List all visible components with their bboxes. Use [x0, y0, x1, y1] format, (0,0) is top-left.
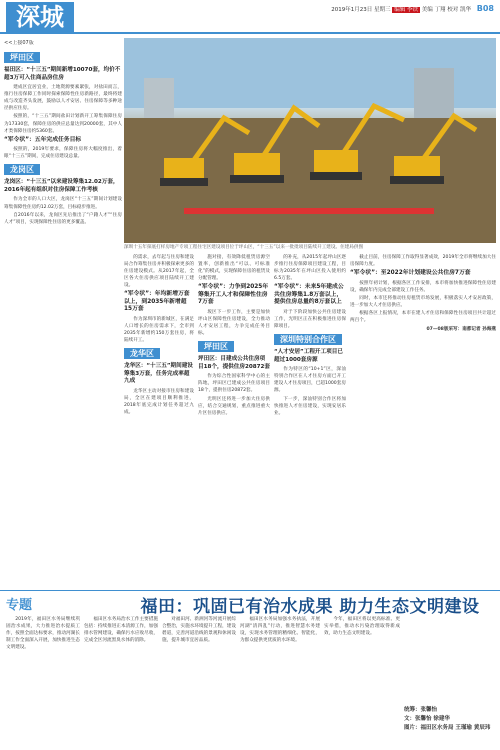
article-subhead: 龙岗区：“十三五”以来建设筹集12.02万套，2016年起有组织对住房保障工作考核	[4, 179, 119, 193]
paragraph: 按照的，“十三五”期间盐田计划新开工筹集保障住房为17330套，保障住房的供应总量达到20000套，其中人才类保障住房约5360套。	[4, 114, 122, 134]
paragraph: 下一步，深汕特别合作区将加快推进人才住房建设，实现安居乐业。	[274, 396, 346, 416]
article-subhead: “人才安居”工程开工项目已超过1000套房源	[274, 349, 343, 363]
coordinator-credit: 统筹：张馨怡	[404, 707, 438, 713]
paragraph: 作为深圳市的新城区，在满足人口增长的住房需求下，全市到2035年新增约150万套住房，将陆续开工。	[124, 316, 194, 344]
byline: 07—08版采写：南都记者 孙海燕	[426, 327, 496, 333]
paragraph: 施对接，有效降低租赁房源空置率，创新推出“可以、可标准化”的模式，实现保障住房的租赁及分配管理。	[198, 255, 270, 282]
page-header	[0, 0, 500, 34]
goal-heading: “军令状”：未来5年建成公共住房筹集1.8万套以上，提供住房总量约8万套以上	[274, 284, 344, 306]
column-4	[274, 254, 346, 589]
paragraph: 2019年，福田区水务局继续巩固治水成果，大力推进治水提质工作，按照全面达标要求，推动河湖长制工作全面深入开展，加快推进生态文明建设。	[6, 617, 80, 651]
writer-credit: 文：张馨怡 徐建华	[404, 716, 450, 722]
feature-credits	[404, 706, 494, 733]
article-subhead: 福田区：“十三五”期间新增10070套，均价不超3万可入住商品房住房	[4, 67, 121, 81]
district-heading: 坪田区	[4, 52, 40, 63]
paragraph: 作为全市的人口大区，龙岗区“十三五”期间计划建设筹集保障性住房约12.02万套，目标稳步推进。	[4, 197, 122, 210]
editor-credit: 编辑 李铁	[394, 7, 419, 13]
paragraph: 的补充，从2015年起坪山区逐步推行住房保障项目建设工程，目标为2035年在坪山区投入使用约6.5万套。	[274, 255, 346, 282]
paragraph: 对于下阶段加快公共住房建设工作，光明区正在积极推进住房保障项目。	[274, 309, 346, 330]
topic-label: 专题	[6, 598, 33, 613]
paragraph: 对福田河、新洲河等河流开展综合整治，实施水环境提升工程，建设碧道，完善河道沿线的景观和休闲设施，提升城市宜居品质。	[162, 617, 236, 644]
section-divider	[0, 590, 500, 591]
header-rule	[0, 32, 500, 34]
feature-column-4	[240, 616, 320, 746]
paragraph: 截止目前，住房保障工作取得显著成效，2019年全市将继续加大住房保障力度。	[350, 255, 496, 268]
issue-date: 2019年1月23日 星期三	[331, 7, 391, 13]
column-2	[124, 254, 194, 589]
paragraph: 作为综合性国家科学中心的主阵地，坪田区已建成公共住房项目18个，提供住房20872套。	[198, 374, 270, 394]
feature-column-3	[162, 616, 236, 746]
paragraph: 按照的，2019年要求，保障住房将大幅度推出，着眼“十三五”期间，完成住房建设总量。	[4, 147, 122, 160]
paragraph: 福田区水务局加强水务执法，开展河湖“清四乱”行动，推进智慧水务建设，实现水务管理的精细化、智能化，为群众提供更优质的水环境。	[240, 617, 320, 644]
paragraph: 根据各区上报情况，本市在建人才住房和保障性住房项目共计超过两百个。	[350, 311, 496, 324]
paragraph: 按照年初计划，根据各区工作安排，本市将加快推进保障性住房建设，确保年内完成全部建设工作任务。	[350, 280, 496, 293]
feature-column-6	[404, 616, 494, 702]
paragraph: 坂区下一步工作，主要是加快坪山区保障性住房建设，全力推动人才安居工程，力争完成任务目标。	[198, 309, 270, 337]
goal-heading: “军令状”：力争到2025年筹集开工人才和保障性住房7万套	[198, 284, 269, 306]
page-code: B08	[476, 4, 494, 13]
district-heading: 深圳特别合作区	[274, 334, 342, 345]
paragraph: 作为特区的“10+1”区，深汕特别合作区在人才住房方面已开工建设人才住房项目，已超1000套房源。	[274, 367, 346, 394]
goal-heading: “军令状”：年均新增万套以上，到2035年新增超15万套	[124, 291, 190, 313]
feature-column-5	[324, 616, 400, 746]
paragraph: 龙华区主动对接市住房和建设局，全区在建项目顺利推进，2018年底完成计划任务超过九成。	[124, 388, 194, 416]
header-meta	[331, 4, 494, 13]
column-1	[4, 40, 122, 587]
photo-caption: 深圳十五年探底打样房地产专项工程住宅区建设项目位于坪山区，“十三五”以来一批批项目陆续开工建设。住建局供图	[124, 245, 364, 250]
column-5	[350, 254, 496, 589]
photo-credit: 图片：福田区水务局 王瑾瑜 黄辰玮	[404, 725, 491, 731]
article-subhead: 坪田区：目建成公共住房项目18个，提供住房20872套	[198, 356, 270, 370]
district-heading: 龙华区	[124, 348, 160, 359]
paragraph: 自2016年以来，龙岗区先后推出了“户籍人才”“住房人才”项目，实现保障性住房的更多覆盖。	[4, 212, 122, 225]
article-subhead: 龙华区：“十三五”期间建设筹集3万套，任务完成率超九成	[124, 363, 193, 385]
paragraph: 福田区水务局治水工作主要措施包括：持续推进正本清源工作，加强排水管网建设，确保污水应收尽收，完成全区河流黑臭水体的消除。	[84, 617, 158, 644]
feature-headline: 福田：巩固已有治水成果 助力生态文明建设	[140, 597, 480, 617]
paragraph: 同时，本市还将推动住房租赁市场发展，积极落实人才安居政策，进一步加大人才住房供应。	[350, 295, 496, 308]
goal-heading: “军令状”：五年完成任务目标	[4, 136, 82, 143]
paragraph: 建成区宜居宜业，土地资源要素紧张，对盐田而言，推行住房保障工作同时探索保障性住房新路径，最终将建成与改造齐头发展，鼓励以人才安居、住房保障等多种途径供应住房。	[4, 85, 122, 112]
column-3	[198, 254, 270, 589]
checker-credit: 校对 凯华	[447, 7, 472, 13]
paragraph: 今年，福田区将以更高标准、更实举措，推动水污染治理取得新成效，助力生态文明建设。	[324, 617, 400, 637]
feature-column-1	[6, 616, 80, 746]
section-title: 深城	[6, 2, 74, 32]
designer-credit: 美编 丁翔	[421, 7, 446, 13]
district-heading: 坪田区	[198, 341, 234, 352]
feature-column-2	[84, 616, 158, 746]
district-heading: 龙岗区	[4, 164, 40, 175]
construction-photo	[124, 38, 496, 243]
goal-heading: “军令状”：至2022年计划建设公共住房7万套	[350, 270, 471, 277]
paragraph: 光明区还将进一步加大住房供应，结合交通规划，重点推进重大片区住房供应。	[198, 396, 270, 416]
construction-site-image	[124, 38, 496, 243]
continued-from: <<上接07版	[4, 40, 34, 46]
paragraph: 的需求，去年起与住房和建设局合作筹集住房并积极探索更多的住房建设模式。从2017年起，全区各大住房供应项目陆续开工建设。	[124, 255, 194, 289]
